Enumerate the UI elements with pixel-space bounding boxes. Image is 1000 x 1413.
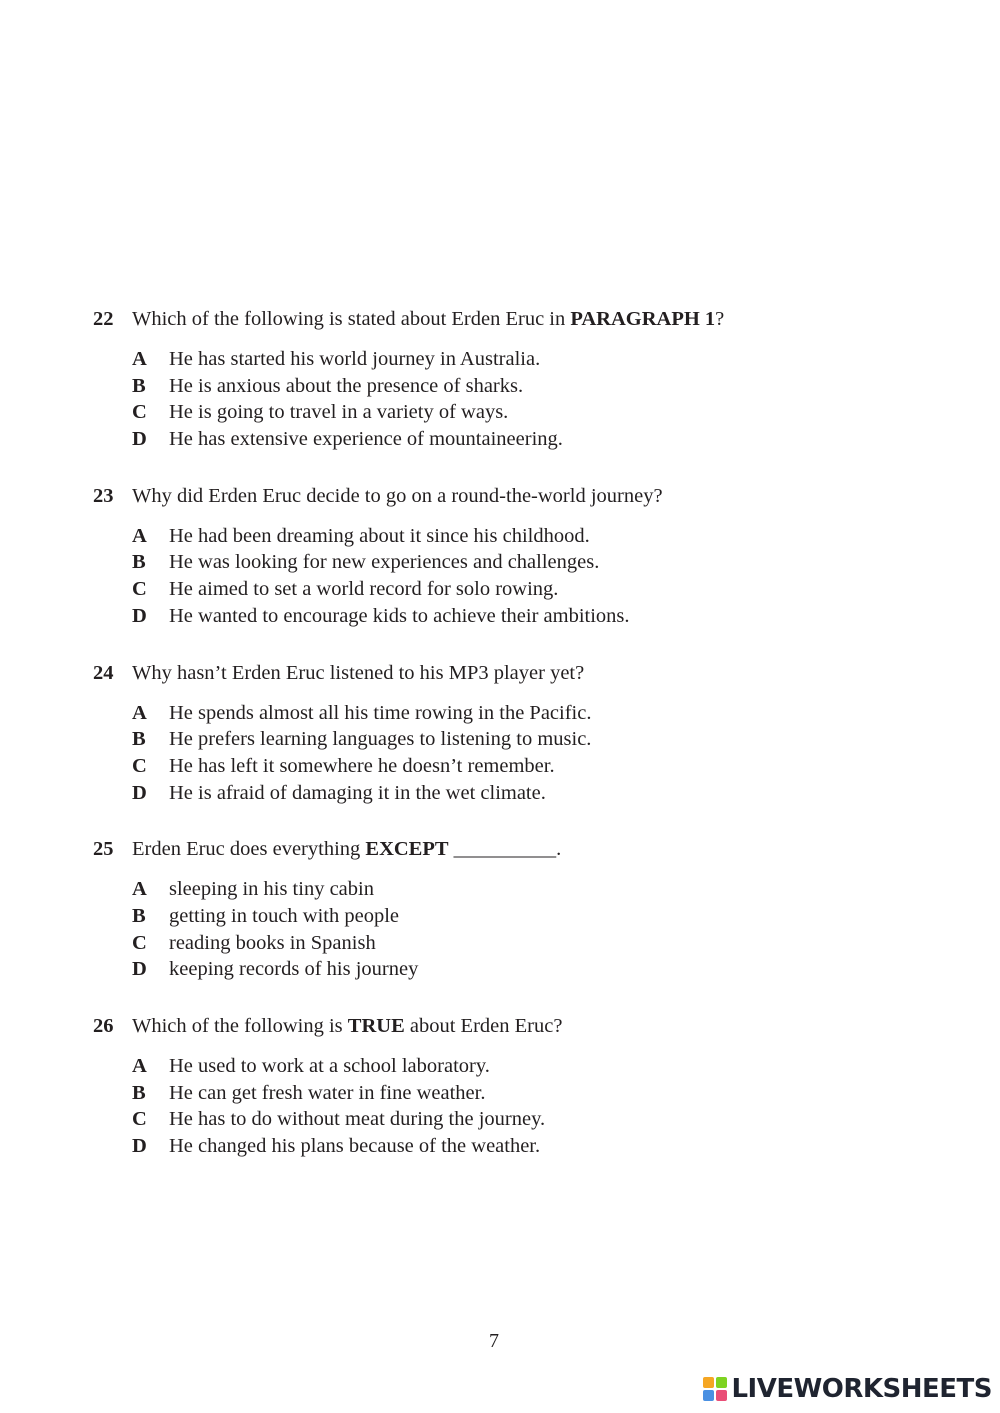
option-text: He is going to travel in a variety of ways. [169, 401, 509, 424]
option-letter: C [132, 1108, 147, 1131]
answer-options [93, 1053, 953, 1160]
question-number: 22 [93, 308, 114, 330]
question-number: 24 [93, 661, 114, 684]
option-letter: D [132, 604, 147, 627]
option-letter: D [132, 428, 147, 451]
option-letter: B [132, 904, 146, 927]
question-stem [93, 1012, 953, 1040]
option-text: He has started his world journey in Australia. [169, 348, 541, 370]
option-text: He has to do without meat during the journey. [169, 1108, 546, 1131]
answer-options [93, 876, 953, 983]
option-c[interactable] [132, 930, 953, 957]
option-c[interactable] [132, 399, 953, 426]
question-stem [93, 482, 953, 510]
option-letter: D [132, 958, 147, 981]
option-text: He had been dreaming about it since his childhood. [169, 524, 590, 547]
option-text: He aimed to set a world record for solo rowing. [169, 578, 559, 601]
option-letter: A [132, 878, 147, 901]
option-text: reading books in Spanish [169, 931, 376, 954]
option-d[interactable] [132, 426, 953, 453]
option-a[interactable] [132, 346, 953, 373]
option-b[interactable] [132, 726, 953, 753]
option-text: sleeping in his tiny cabin [169, 878, 374, 901]
option-text: keeping records of his journey [169, 958, 419, 981]
question-number: 23 [93, 484, 114, 507]
question-text: Why hasn’t Erden Eruc listened to his MP3 player yet? [132, 661, 585, 684]
option-letter: B [132, 1081, 146, 1104]
page-number: 7 [489, 1330, 499, 1352]
option-b[interactable] [132, 373, 953, 400]
question-text: Erden Eruc does everything EXCEPT __________. [132, 838, 562, 861]
option-text: He is anxious about the presence of sharks. [169, 374, 524, 397]
question-stem [93, 659, 953, 687]
option-a[interactable] [132, 700, 953, 727]
option-text: He has left it somewhere he doesn’t remember. [169, 754, 555, 777]
question-number: 26 [93, 1015, 114, 1037]
option-a[interactable] [132, 523, 953, 550]
option-d[interactable] [132, 603, 953, 630]
option-text: He spends almost all his time rowing in the Pacific. [169, 701, 592, 724]
option-c[interactable] [132, 576, 953, 603]
option-letter: A [132, 524, 147, 547]
question-text: Why did Erden Eruc decide to go on a round-the-world journey? [132, 484, 663, 507]
option-letter: B [132, 728, 146, 751]
option-b[interactable] [132, 903, 953, 930]
question-25 [93, 835, 953, 983]
option-letter: D [132, 1135, 147, 1158]
question-stem [93, 835, 953, 863]
option-b[interactable] [132, 1080, 953, 1107]
option-text: He was looking for new experiences and challenges. [169, 551, 600, 574]
option-letter: A [132, 1055, 147, 1077]
question-text: Which of the following is stated about Erden Eruc in PARAGRAPH 1? [132, 308, 725, 330]
question-23 [93, 482, 953, 630]
answer-options [93, 523, 953, 630]
option-a[interactable] [132, 1053, 953, 1080]
liveworksheets-logo [703, 1374, 992, 1404]
option-c[interactable] [132, 753, 953, 780]
option-text: He is afraid of damaging it in the wet climate. [169, 781, 546, 804]
option-text: He used to work at a school laboratory. [169, 1055, 490, 1077]
question-22 [93, 305, 953, 453]
option-letter: C [132, 931, 147, 954]
option-text: He changed his plans because of the weather. [169, 1135, 541, 1158]
liveworksheets-logo-text: LIVEWORKSHEETS [731, 1374, 992, 1404]
option-text: He has extensive experience of mountaineering. [169, 428, 563, 451]
option-d[interactable] [132, 1133, 953, 1160]
option-letter: C [132, 401, 147, 424]
option-letter: B [132, 551, 146, 574]
option-letter: D [132, 781, 147, 804]
question-list [93, 305, 953, 1189]
question-text: Which of the following is TRUE about Erden Eruc? [132, 1015, 563, 1037]
option-b[interactable] [132, 549, 953, 576]
option-a[interactable] [132, 876, 953, 903]
answer-options [93, 700, 953, 807]
option-c[interactable] [132, 1106, 953, 1133]
option-text: He can get fresh water in fine weather. [169, 1081, 486, 1104]
question-number: 25 [93, 838, 114, 861]
option-d[interactable] [132, 956, 953, 983]
option-letter: C [132, 578, 147, 601]
question-stem [93, 305, 953, 333]
option-letter: A [132, 348, 147, 370]
option-letter: A [132, 701, 147, 724]
option-text: He wanted to encourage kids to achieve their ambitions. [169, 604, 630, 627]
liveworksheets-logo-icon [703, 1377, 727, 1401]
option-letter: C [132, 754, 147, 777]
question-26 [93, 1012, 953, 1160]
option-text: He prefers learning languages to listening to music. [169, 728, 592, 751]
option-text: getting in touch with people [169, 904, 400, 927]
answer-options [93, 346, 953, 453]
option-d[interactable] [132, 780, 953, 807]
question-24 [93, 659, 953, 807]
option-letter: B [132, 374, 146, 397]
